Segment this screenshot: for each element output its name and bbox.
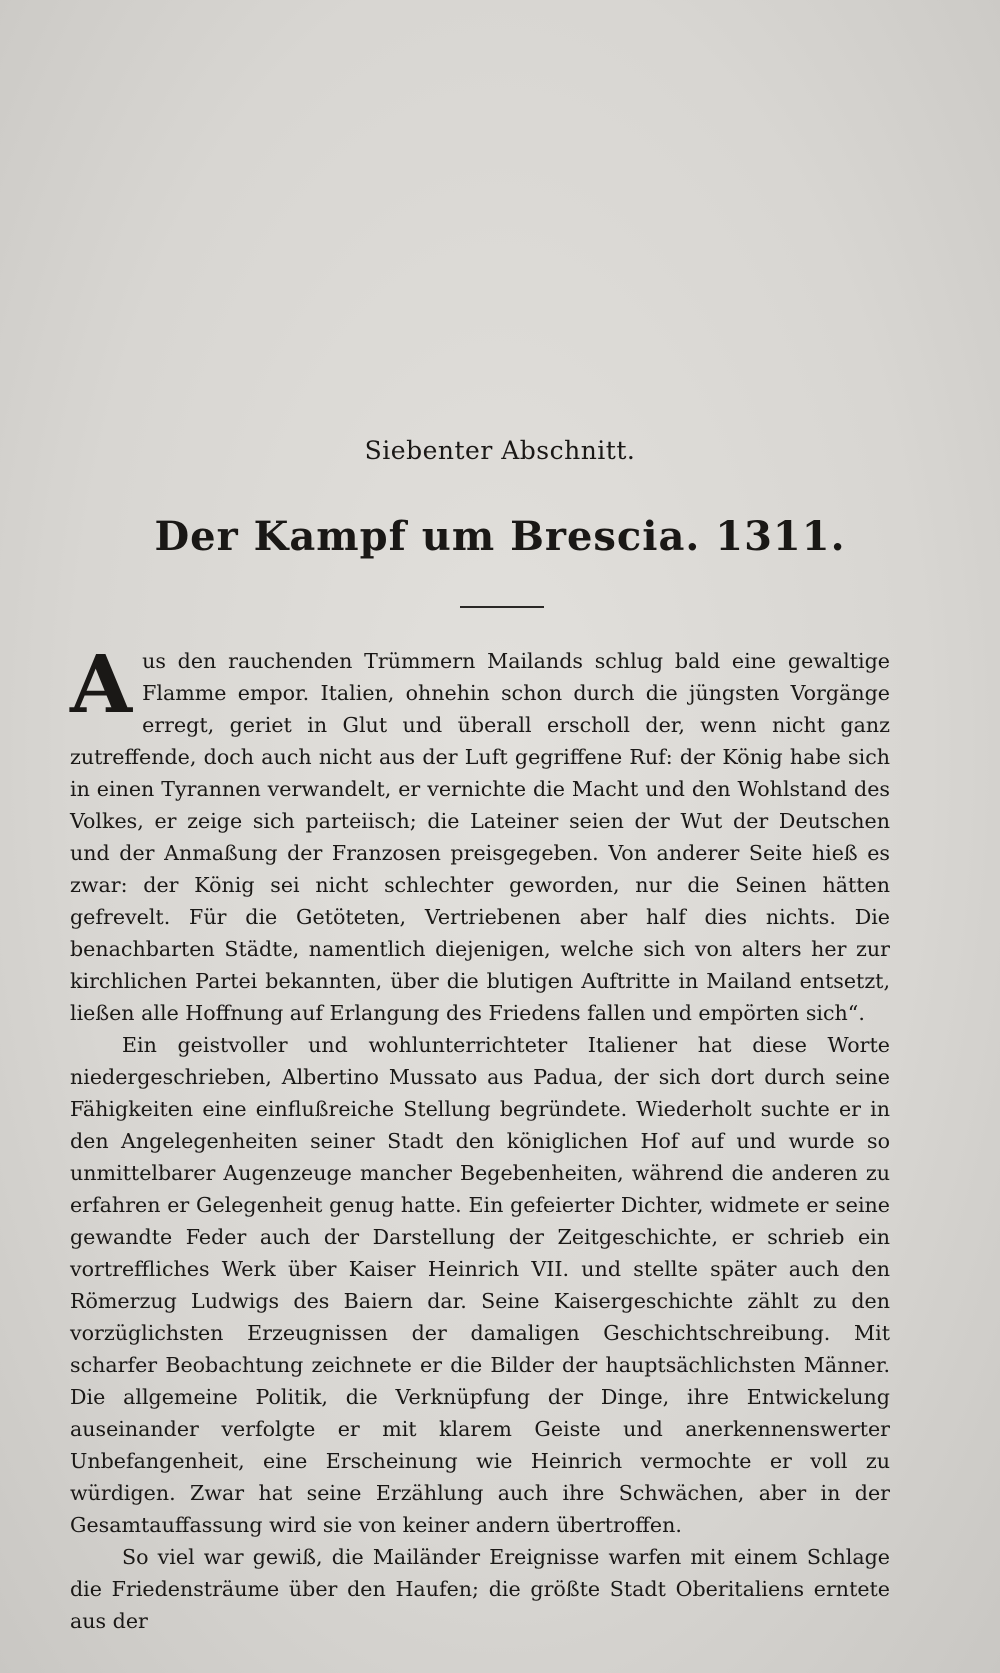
drop-cap-initial: A (70, 637, 133, 731)
title-divider (460, 606, 544, 608)
chapter-title: Der Kampf um Brescia. 1311. (154, 513, 846, 560)
body-text (70, 637, 890, 1637)
paragraph-3: So viel war gewiß, die Mailänder Ereignisse warfen mit einem Schlage die Friedensträume über den Haufen; die größte Stadt Oberitaliens erntete aus der (70, 1545, 890, 1633)
section-heading: Siebenter Abschnitt. (364, 436, 636, 465)
paragraph-1 (70, 637, 890, 1029)
paragraph-1-text: us den rauchenden Trümmern Mailands schlug bald eine gewaltige Flamme empor. Italien, ohnehin schon durch die jüngsten Vorgänge erregt, geriet in Glut und überall erscholl der, wenn nicht ganz zutreffende, doch auch nicht aus der Luft gegriffene Ruf: der König habe sich in einen Tyrannen verwandelt, er vernichte die Macht und den Wohlstand des Volkes, er zeige sich parteiisch; die Lateiner seien der Wut der Deutschen und der Anmaßung der Franzosen preisgegeben. Von anderer Seite hieß es zwar: der König sei nicht schlechter geworden, nur die Seinen hätten gefrevelt. Für die Getöteten, Vertriebenen aber half dies nichts. Die benachbarten Städte, namentlich diejenigen, welche sich von alters her zur kirchlichen Partei bekannten, über die blutigen Auftritte in Mailand entsetzt, ließen alle Hoffnung auf Erlangung des Friedens fallen und empörten sich“. (70, 649, 890, 1025)
paragraph-2: Ein geistvoller und wohlunterrichteter Italiener hat diese Worte niedergeschrieben, Albertino Mussato aus Padua, der sich dort durch seine Fähigkeiten eine einflußreiche Stellung begründete. Wiederholt suchte er in den Angelegenheiten seiner Stadt den königlichen Hof auf und wurde so unmittelbarer Augenzeuge mancher Begebenheiten, während die anderen zu erfahren er Gelegenheit genug hatte. Ein gefeierter Dichter, widmete er seine gewandte Feder auch der Darstellung der Zeitgeschichte, er schrieb ein vortreffliches Werk über Kaiser Heinrich VII. und stellte später auch den Römerzug Ludwigs des Baiern dar. Seine Kaisergeschichte zählt zu den vorzüglichsten Erzeugnissen der damaligen Geschichtschreibung. Mit scharfer Beobachtung zeichnete er die Bilder der hauptsächlichsten Männer. Die allgemeine Politik, die Verknüpfung der Dinge, ihre Entwickelung auseinander verfolgte er mit klarem Geiste und anerkennenswerter Unbefangenheit, eine Erscheinung wie Heinrich vermochte er voll zu würdigen. Zwar hat seine Erzählung auch ihre Schwächen, aber in der Gesamtauffassung wird sie von keiner andern übertroffen. (70, 1033, 890, 1537)
